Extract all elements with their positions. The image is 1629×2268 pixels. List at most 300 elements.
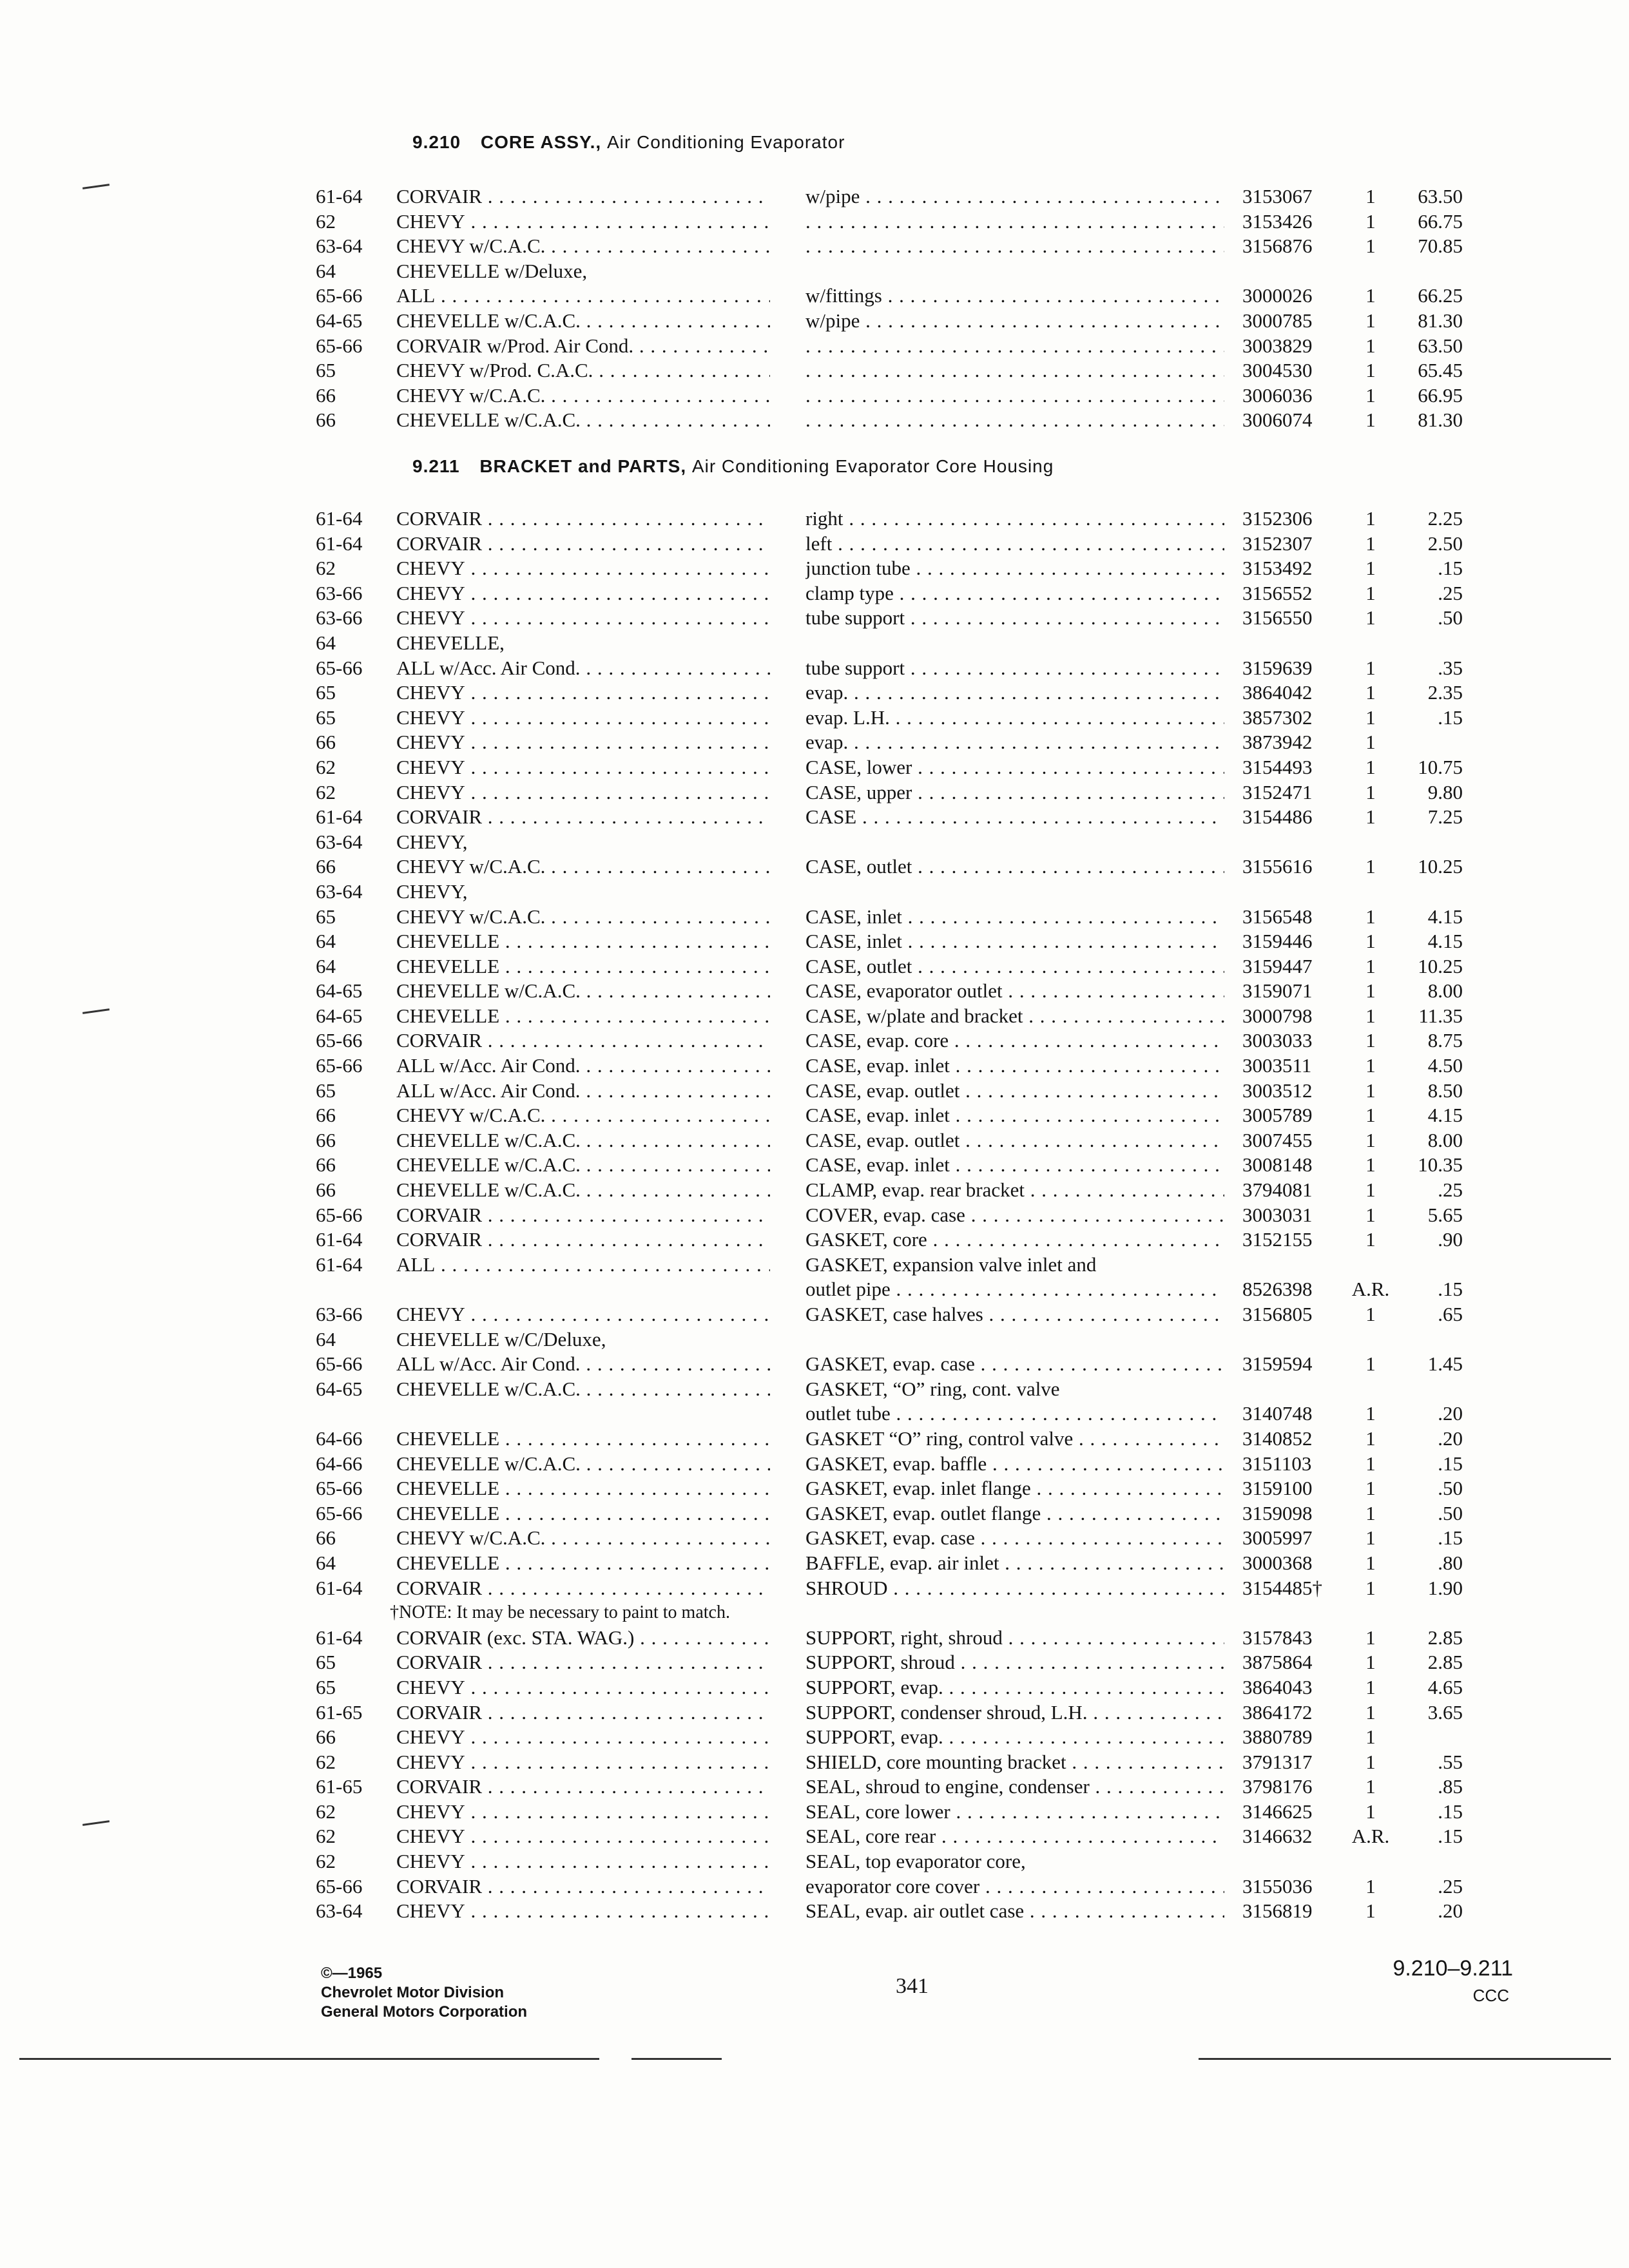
leader-dots (465, 1800, 770, 1823)
leader-dots (482, 185, 770, 207)
leader-dots (959, 1129, 1224, 1151)
model (396, 905, 770, 929)
description-text: CASE, lower (805, 755, 912, 778)
model (396, 1079, 770, 1103)
description (805, 805, 1224, 829)
table-row (0, 506, 1629, 532)
model-text: CHEVY (396, 1675, 465, 1698)
description-text: w/pipe (805, 185, 860, 207)
model-text: CHEVELLE w/C.A.C. (396, 1128, 581, 1151)
model-text: CHEVY (396, 1303, 465, 1325)
table-row (0, 1277, 1629, 1302)
description-text: CASE, upper (805, 780, 912, 803)
description (805, 1079, 1224, 1103)
model (396, 730, 770, 754)
price: .15 (1438, 1825, 1463, 1848)
table-row (0, 1626, 1629, 1651)
division-name: Chevrolet Motor Division (321, 1984, 505, 2001)
leader-dots (545, 384, 770, 407)
leader-dots (882, 284, 1224, 307)
model-text: CHEVY w/Prod. C.A.C. (396, 359, 593, 382)
price: 10.75 (1418, 755, 1463, 778)
description (805, 1004, 1224, 1028)
model (396, 1874, 770, 1899)
description (805, 1650, 1224, 1675)
quantity: 1 (1365, 1004, 1376, 1027)
description (805, 309, 1224, 333)
description-text: evap. L.H. (805, 706, 890, 729)
price: .25 (1438, 581, 1463, 604)
model (396, 1849, 770, 1874)
description-text: CASE, evap. inlet (805, 1153, 950, 1177)
leader-dots (1003, 1626, 1224, 1649)
description-text: CASE, outlet (805, 855, 912, 878)
model (396, 334, 770, 358)
model-text: CHEVELLE w/C.A.C. (396, 1377, 581, 1400)
part-number: 3008148 (1242, 1153, 1313, 1177)
description-text: junction tube (805, 557, 911, 580)
part-number: 3004530 (1242, 359, 1313, 382)
description-text: CASE, evap. inlet (805, 1104, 950, 1127)
leader-dots (465, 1899, 770, 1922)
model (396, 805, 770, 829)
leader-dots (959, 1079, 1224, 1102)
model-text: CHEVELLE w/C.A.C. (396, 1178, 581, 1202)
quantity: 1 (1365, 1651, 1376, 1674)
table-row (0, 1774, 1629, 1800)
bottom-rule-right (1199, 2058, 1611, 2060)
price: 8.00 (1427, 1128, 1463, 1151)
quantity: 1 (1365, 557, 1376, 580)
part-number: 3864042 (1242, 681, 1313, 704)
description (805, 680, 1224, 705)
description-text: CASE, evap. inlet (805, 1054, 950, 1077)
year-range: 66 (316, 1526, 336, 1550)
model (396, 581, 770, 606)
year-range: 62 (316, 1825, 336, 1848)
model-text: CORVAIR (396, 1576, 483, 1599)
quantity: 1 (1365, 606, 1376, 629)
table-row (0, 1501, 1629, 1526)
part-number: 3152155 (1242, 1228, 1313, 1251)
leader-dots (912, 855, 1224, 878)
model-text: CHEVY w/C.A.C. (396, 1526, 546, 1550)
price: .25 (1438, 1874, 1463, 1898)
parts-table-9210 (0, 184, 1629, 433)
year-range: 66 (316, 1104, 336, 1127)
model (396, 1700, 770, 1725)
leader-dots (482, 1577, 770, 1599)
price: 70.85 (1418, 235, 1463, 258)
year-range: 64 (316, 1551, 336, 1574)
description (805, 1203, 1224, 1227)
table-row (0, 954, 1629, 979)
quantity: 1 (1365, 1153, 1376, 1177)
model-text: CHEVY w/C.A.C. (396, 905, 546, 928)
model-text: CORVAIR (exc. STA. WAG.) (396, 1626, 635, 1649)
leader-dots (482, 1775, 770, 1798)
description-text: w/pipe (805, 309, 860, 332)
year-range: 65-66 (316, 1501, 363, 1524)
quantity: 1 (1365, 755, 1376, 778)
description-text: CASE, w/plate and bracket (805, 1004, 1023, 1027)
leader-dots (499, 955, 770, 977)
table-row (0, 1452, 1629, 1477)
leader-dots (805, 408, 1224, 431)
leader-dots (965, 1204, 1224, 1226)
description (805, 706, 1224, 730)
description (805, 954, 1224, 979)
description (805, 1501, 1224, 1526)
model (396, 234, 770, 258)
model (396, 1128, 770, 1153)
description (805, 1427, 1224, 1451)
description (805, 1028, 1224, 1053)
model-text: CHEVELLE (396, 1501, 500, 1524)
table-row (0, 309, 1629, 334)
quantity: 1 (1365, 1725, 1376, 1749)
leader-dots (805, 384, 1224, 407)
quantity: 1 (1365, 1054, 1376, 1077)
year-range: 64 (316, 631, 336, 654)
price: 10.25 (1418, 855, 1463, 878)
table-row (0, 905, 1629, 930)
leader-dots (465, 606, 770, 629)
table-row (0, 1253, 1629, 1278)
description (805, 1401, 1224, 1426)
part-number: 3159594 (1242, 1352, 1313, 1376)
model (396, 680, 770, 705)
quantity: 1 (1365, 954, 1376, 977)
part-number: 3003033 (1242, 1029, 1313, 1052)
part-number: 3873942 (1242, 731, 1313, 754)
leader-dots (465, 706, 770, 729)
leader-dots (499, 930, 770, 952)
quantity: 1 (1365, 979, 1376, 1003)
description (805, 1800, 1224, 1824)
table-row (0, 1203, 1629, 1228)
leader-dots (581, 657, 770, 679)
description-text: CASE, evap. outlet (805, 1128, 960, 1151)
quantity: 1 (1365, 185, 1376, 207)
model (396, 780, 770, 805)
price: .15 (1438, 706, 1463, 729)
leader-dots (634, 1626, 770, 1649)
quantity: 1 (1365, 507, 1376, 530)
description-text: GASKET, evap. baffle (805, 1452, 987, 1475)
year-range: 62 (316, 209, 336, 233)
table-row (0, 259, 1629, 284)
quantity: 1 (1365, 1477, 1376, 1500)
description (805, 1824, 1224, 1849)
description (805, 284, 1224, 308)
year-range: 66 (316, 855, 336, 878)
part-number: 3003829 (1242, 334, 1313, 357)
table-row (0, 1128, 1629, 1153)
leader-dots (499, 1477, 770, 1499)
description (805, 730, 1224, 754)
description-text: GASKET, core (805, 1228, 927, 1251)
price: 81.30 (1418, 408, 1463, 432)
quantity: 1 (1365, 1800, 1376, 1823)
leader-dots (465, 210, 770, 233)
leader-dots (581, 979, 770, 1002)
year-range: 64-66 (316, 1452, 363, 1475)
year-range: 66 (316, 1128, 336, 1151)
table-row (0, 1874, 1629, 1899)
description-text: evap. (805, 681, 849, 704)
table-row (0, 1302, 1629, 1327)
model (396, 1800, 770, 1824)
model (396, 408, 770, 432)
section-name: BRACKET and PARTS, (479, 456, 687, 476)
leader-dots (983, 1303, 1224, 1325)
leader-dots (435, 284, 770, 307)
description (805, 334, 1224, 358)
description-text: GASKET, expansion valve inlet and (805, 1253, 1097, 1276)
leader-dots (482, 1029, 770, 1052)
leader-dots (465, 557, 770, 579)
table-row (0, 1700, 1629, 1725)
description (805, 1526, 1224, 1550)
leader-dots (943, 1725, 1224, 1748)
leader-dots (482, 805, 770, 828)
leader-dots (581, 1054, 770, 1077)
part-number: 3000368 (1242, 1551, 1313, 1574)
model (396, 1452, 770, 1476)
leader-dots (465, 731, 770, 753)
model-text: CHEVELLE w/C.A.C. (396, 1153, 581, 1177)
part-number: 3003511 (1242, 1054, 1312, 1077)
model-text: ALL w/Acc. Air Cond. (396, 1054, 581, 1077)
quantity: 1 (1365, 780, 1376, 803)
table-row (0, 830, 1629, 855)
price: 4.15 (1427, 1104, 1463, 1127)
price: 1.45 (1427, 1352, 1463, 1376)
description (805, 1774, 1224, 1799)
year-range: 66 (316, 408, 336, 432)
part-number: 3154485† (1242, 1576, 1322, 1599)
price: .50 (1438, 1501, 1463, 1524)
model-text: CHEVY (396, 780, 465, 803)
leader-dots (545, 1526, 770, 1549)
part-number: 3864172 (1242, 1700, 1313, 1724)
description-text: clamp type (805, 581, 894, 604)
leader-dots (950, 1153, 1224, 1176)
part-number: 3153426 (1242, 209, 1313, 233)
quantity: 1 (1365, 1352, 1376, 1376)
quantity: 1 (1365, 235, 1376, 258)
quantity: 1 (1365, 681, 1376, 704)
year-range: 65-66 (316, 1203, 363, 1226)
table-row (0, 1800, 1629, 1825)
part-number: 3155616 (1242, 855, 1313, 878)
description-text: BAFFLE, evap. air inlet (805, 1551, 999, 1574)
model-text: CORVAIR (396, 532, 483, 555)
part-number: 3153067 (1242, 185, 1313, 207)
part-number: 3791317 (1242, 1750, 1313, 1773)
year-range: 65-66 (316, 284, 363, 307)
model-text: CHEVY w/C.A.C. (396, 855, 546, 878)
year-range: 62 (316, 1800, 336, 1823)
year-range: 65-66 (316, 1477, 363, 1500)
year-range: 65 (316, 1079, 336, 1102)
year-range: 61-64 (316, 805, 363, 829)
description-text: GASKET, “O” ring, cont. valve (805, 1377, 1060, 1400)
leader-dots (465, 1725, 770, 1748)
leader-dots (894, 582, 1224, 604)
model-text: CHEVY (396, 706, 465, 729)
description-text: SHROUD (805, 1576, 888, 1599)
model-text: CHEVELLE (396, 954, 500, 977)
quantity: 1 (1365, 1178, 1376, 1202)
model (396, 854, 770, 879)
model (396, 606, 770, 630)
price: .15 (1438, 557, 1463, 580)
table-row (0, 408, 1629, 433)
footnote: †NOTE: It may be necessary to paint to match. (390, 1602, 730, 1623)
table-row (0, 334, 1629, 359)
leader-dots (482, 1228, 770, 1251)
model-text: CHEVELLE (396, 1551, 500, 1574)
part-number: 3000785 (1242, 309, 1313, 332)
leader-dots (465, 681, 770, 704)
model (396, 358, 770, 383)
quantity: 1 (1365, 656, 1376, 679)
description (805, 556, 1224, 581)
price: .80 (1438, 1551, 1463, 1574)
leader-dots (890, 706, 1224, 729)
leader-dots (950, 1054, 1224, 1077)
model (396, 209, 770, 234)
price: 66.75 (1418, 209, 1463, 233)
price: 8.75 (1427, 1029, 1463, 1052)
model-text: CHEVY w/C.A.C. (396, 1104, 546, 1127)
table-row (0, 1028, 1629, 1053)
description (805, 1178, 1224, 1202)
part-number: 3152306 (1242, 507, 1313, 530)
part-number: 3857302 (1242, 706, 1313, 729)
price: 66.25 (1418, 284, 1463, 307)
model-text: CORVAIR (396, 805, 483, 829)
description-text: right (805, 507, 843, 530)
year-range: 63-66 (316, 606, 363, 629)
quantity: 1 (1365, 1750, 1376, 1773)
model (396, 284, 770, 308)
quantity: 1 (1365, 1203, 1376, 1226)
model-text: CHEVY (396, 1750, 465, 1773)
year-range: 62 (316, 1750, 336, 1773)
leader-dots (581, 1378, 770, 1400)
year-range: 61-64 (316, 1253, 363, 1276)
price: .15 (1438, 1800, 1463, 1823)
description (805, 1128, 1224, 1153)
year-range: 62 (316, 755, 336, 778)
table-row (0, 1377, 1629, 1402)
part-number: 3156550 (1242, 606, 1313, 629)
year-range: 64-66 (316, 1427, 363, 1450)
catalog-code: CCC (1472, 1986, 1509, 2005)
model (396, 979, 770, 1003)
year-range: 61-64 (316, 1228, 363, 1251)
quantity: 1 (1365, 1303, 1376, 1325)
page-number: 341 (896, 1974, 929, 1998)
price: .85 (1438, 1775, 1463, 1798)
description-text: CASE (805, 805, 857, 829)
table-row (0, 1327, 1629, 1352)
year-range: 63-66 (316, 581, 363, 604)
model-text: CHEVELLE (396, 930, 500, 953)
price: 4.15 (1427, 905, 1463, 928)
description-text: CASE, evap. core (805, 1029, 949, 1052)
description-text: CASE, evap. outlet (805, 1079, 960, 1102)
leader-dots (950, 1800, 1224, 1823)
description-text: GASKET, evap. inlet flange (805, 1477, 1031, 1500)
leader-dots (999, 1552, 1224, 1574)
description (805, 1725, 1224, 1749)
description (805, 1551, 1224, 1575)
table-row (0, 1079, 1629, 1104)
price: .65 (1438, 1303, 1463, 1325)
leader-dots (979, 1875, 1224, 1898)
quantity: 1 (1365, 1675, 1376, 1698)
year-range: 64-65 (316, 309, 363, 332)
price: 8.50 (1427, 1079, 1463, 1102)
part-number: 3157843 (1242, 1626, 1313, 1649)
quantity: 1 (1365, 930, 1376, 953)
price: .20 (1438, 1402, 1463, 1425)
part-number: 3003031 (1242, 1203, 1313, 1226)
leader-dots (955, 1651, 1224, 1673)
leader-dots (1024, 1899, 1224, 1922)
table-row (0, 929, 1629, 954)
table-row (0, 383, 1629, 408)
table-row (0, 556, 1629, 581)
description (805, 1899, 1224, 1923)
model-text: CHEVELLE w/C.A.C. (396, 309, 581, 332)
part-number: 3159100 (1242, 1477, 1313, 1500)
price: .15 (1438, 1526, 1463, 1550)
year-range: 65-66 (316, 656, 363, 679)
model-text: CHEVY (396, 1899, 465, 1923)
model-text: ALL (396, 284, 436, 307)
year-range: 65 (316, 1675, 336, 1698)
table-row (0, 1153, 1629, 1178)
leader-dots (545, 855, 770, 878)
leader-dots (482, 532, 770, 555)
part-number: 3007455 (1242, 1128, 1313, 1151)
table-row (0, 184, 1629, 209)
leader-dots (1041, 1502, 1224, 1524)
table-row (0, 1650, 1629, 1675)
model (396, 506, 770, 531)
model (396, 1750, 770, 1774)
model-text: CHEVY w/C.A.C. (396, 235, 546, 258)
table-row (0, 209, 1629, 235)
table-row (0, 979, 1629, 1004)
price: .15 (1438, 1452, 1463, 1475)
model (396, 184, 770, 209)
part-number: 3159071 (1242, 979, 1313, 1003)
part-number: 3146625 (1242, 1800, 1313, 1823)
table-row (0, 1675, 1629, 1700)
price: 4.50 (1427, 1054, 1463, 1077)
description (805, 1253, 1224, 1277)
description-text: left (805, 532, 833, 555)
description (805, 979, 1224, 1003)
table-row (0, 730, 1629, 755)
description (805, 1053, 1224, 1078)
